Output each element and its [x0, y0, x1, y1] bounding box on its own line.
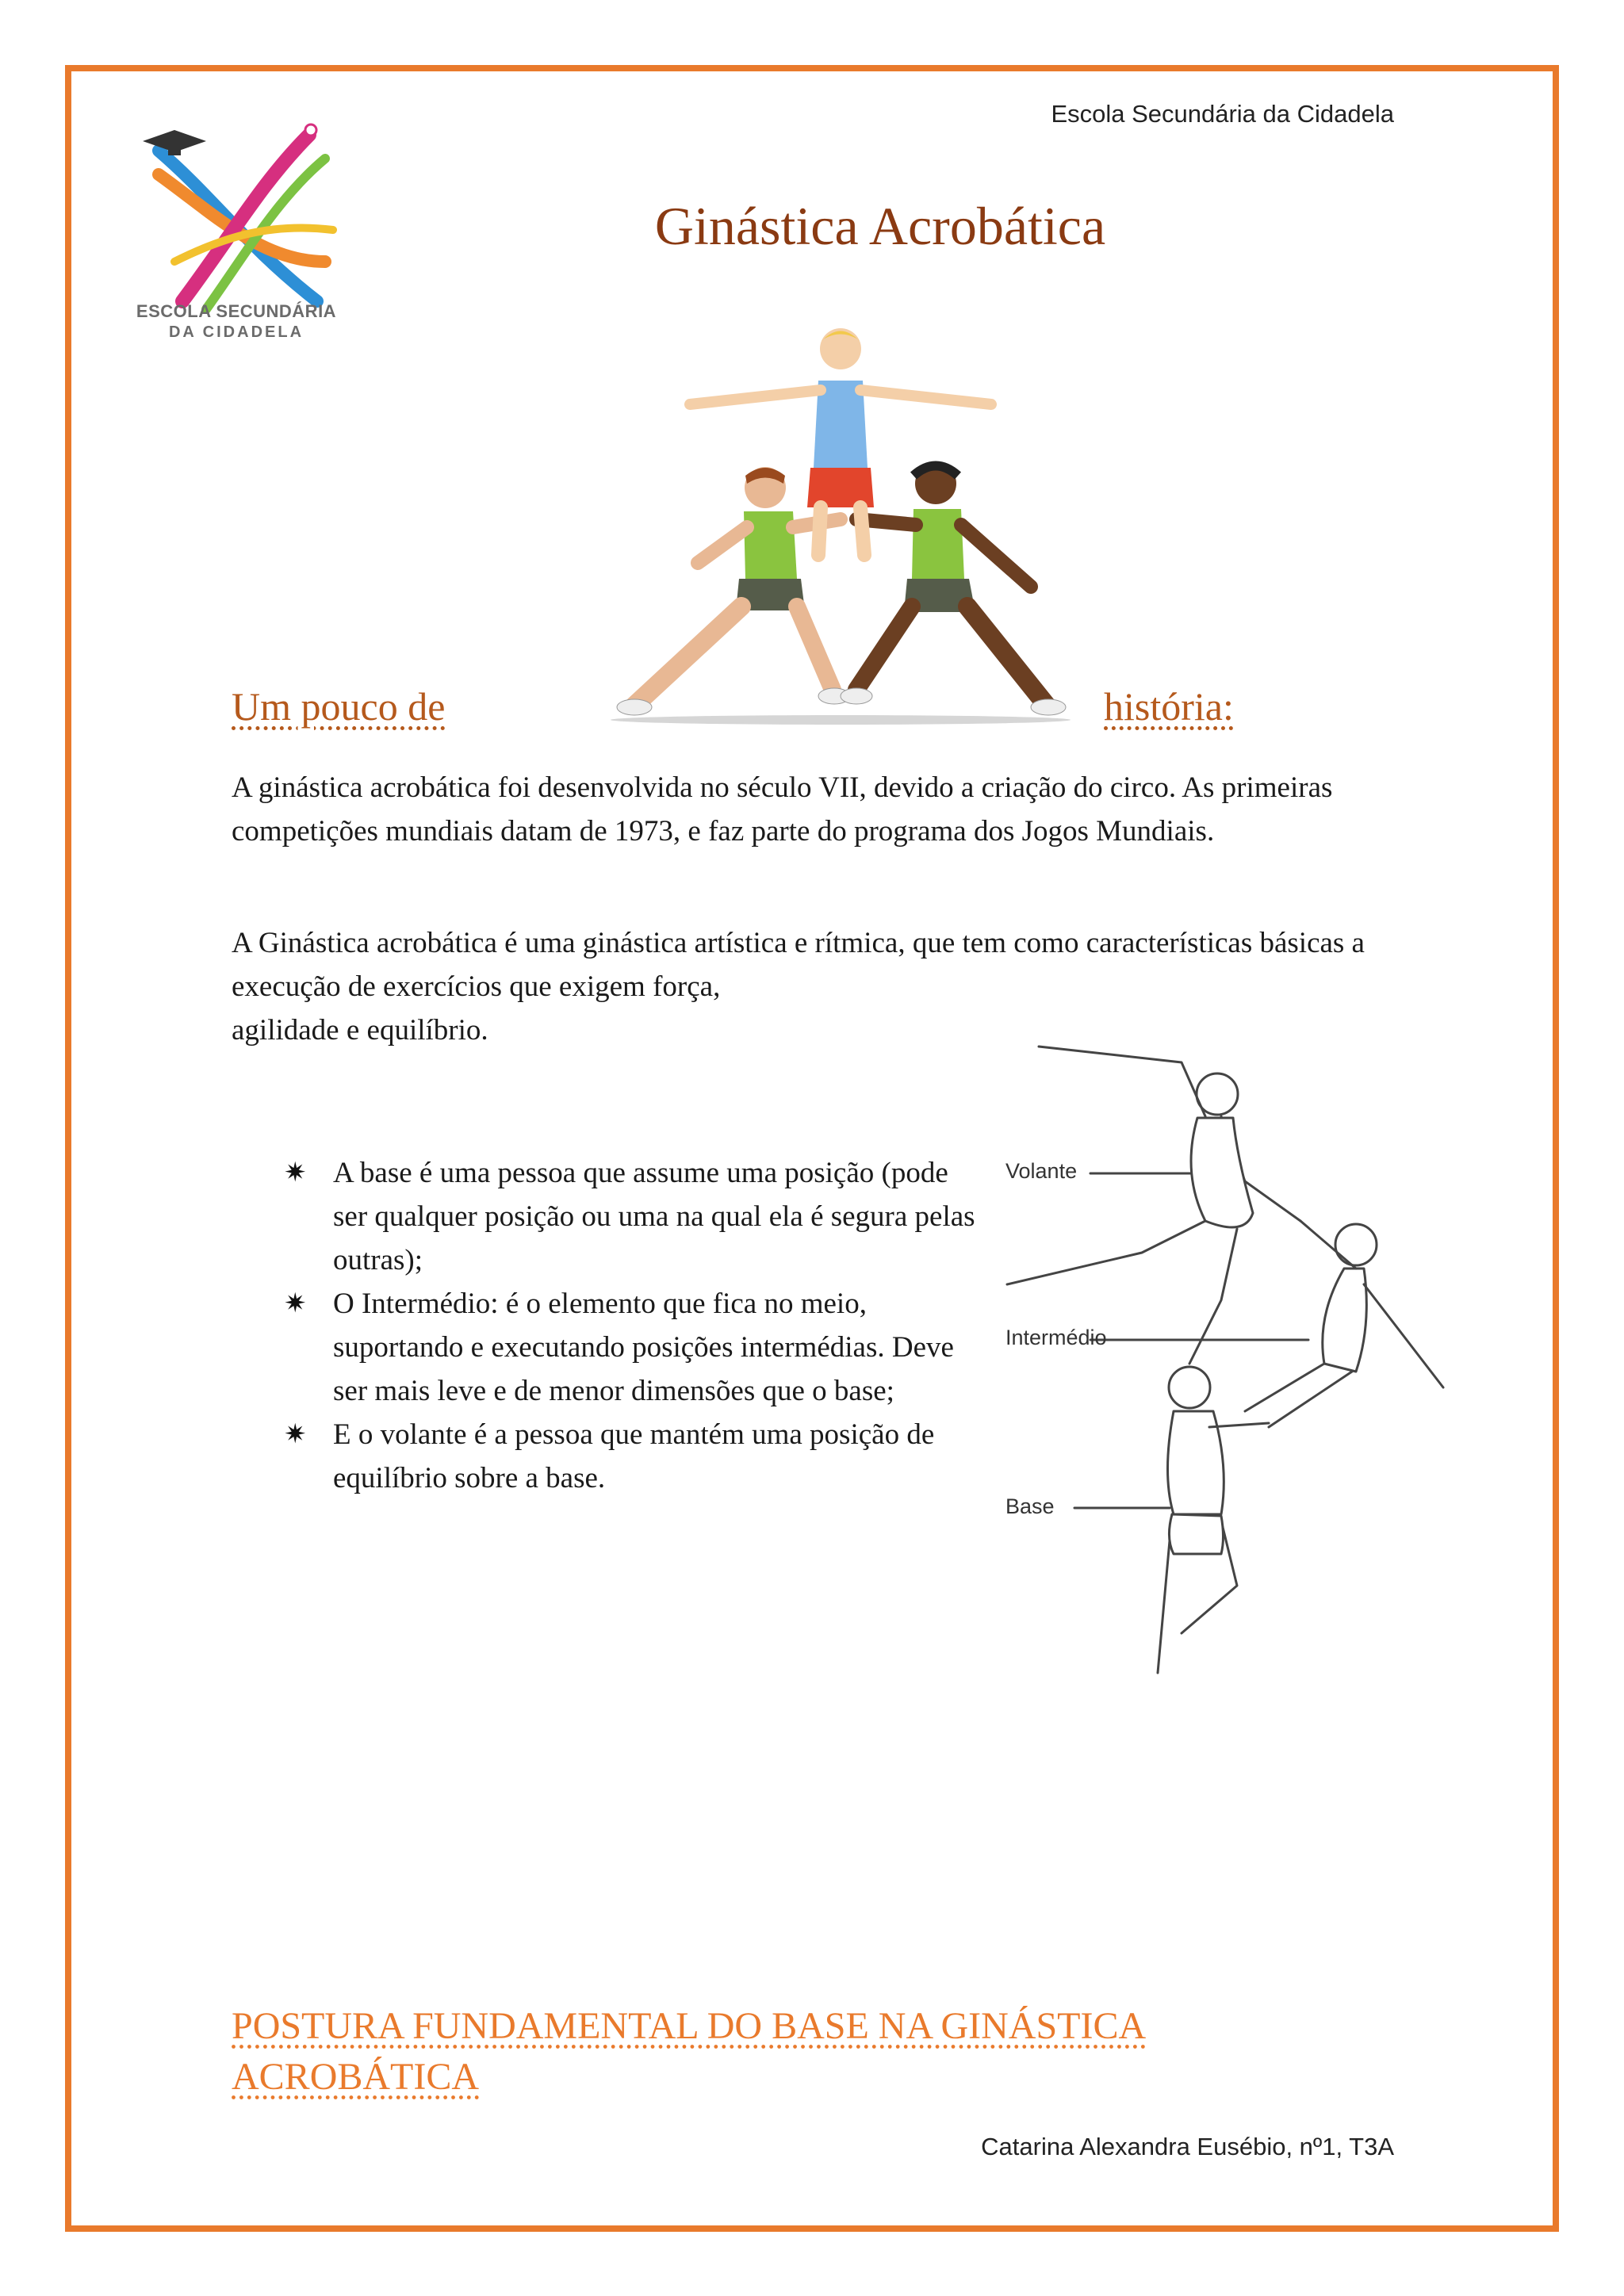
history-heading-right: história:: [1104, 684, 1234, 729]
bullet-star-icon: ✷: [284, 1420, 307, 1449]
logo-line-2: DA CIDADELA: [168, 323, 304, 341]
section-heading-postura: POSTURA FUNDAMENTAL DO BASE NA GINÁSTICA ACROBÁTICA: [232, 2005, 1147, 2098]
footer-author: Catarina Alexandra Eusébio, nº1, T3A: [981, 2133, 1394, 2160]
roles-list: [284, 1151, 982, 1500]
bullet-text: A base é uma pessoa que assume uma posição (pode ser qualquer posição ou uma na qual ela é segura pelas outras);: [333, 1157, 975, 1276]
pyramid-roles-drawing: [983, 1031, 1475, 1689]
bullet-text: O Intermédio: é o elemento que fica no meio, suportando e executando posições intermédias. Deve ser mais leve e de menor dimensões que o base;: [333, 1288, 954, 1407]
history-paragraph-1: A ginástica acrobática foi desenvolvida no século VII, devido a criação do circo. As primeiras competições mundiais datam de 1973, e faz parte do programa dos Jogos Mundiais.: [232, 771, 1333, 848]
bullet-text: E o volante é a pessoa que mantém uma posição de equilíbrio sobre a base.: [333, 1418, 935, 1494]
paragraph-2-end: agilidade e equilíbrio.: [232, 1014, 488, 1047]
pyramid-roles-diagram: [983, 1031, 1475, 1689]
header-school-name: Escola Secundária da Cidadela: [1051, 100, 1394, 128]
acrobatic-pyramid-illustration: [603, 317, 1078, 729]
list-item: [284, 1151, 982, 1282]
list-item: [284, 1413, 982, 1500]
label-volante: Volante: [1005, 1159, 1078, 1183]
list-item: [284, 1282, 982, 1413]
paragraph-2-text: A Ginástica acrobática é uma ginástica artística e rítmica, que tem como características básicas a execução de exercícios que exigem força,: [232, 927, 1365, 1003]
history-heading-left: Um pouco de: [232, 684, 446, 729]
logo-line-1: ESCOLA SECUNDÁRIA: [136, 301, 337, 321]
school-logo-text: [133, 301, 339, 342]
bullet-star-icon: ✷: [284, 1158, 307, 1188]
page-title: Ginástica Acrobática: [654, 196, 1106, 256]
label-base: Base: [1005, 1494, 1055, 1518]
label-intermedio: Intermédio: [1005, 1326, 1107, 1349]
bullet-star-icon: ✷: [284, 1289, 307, 1318]
